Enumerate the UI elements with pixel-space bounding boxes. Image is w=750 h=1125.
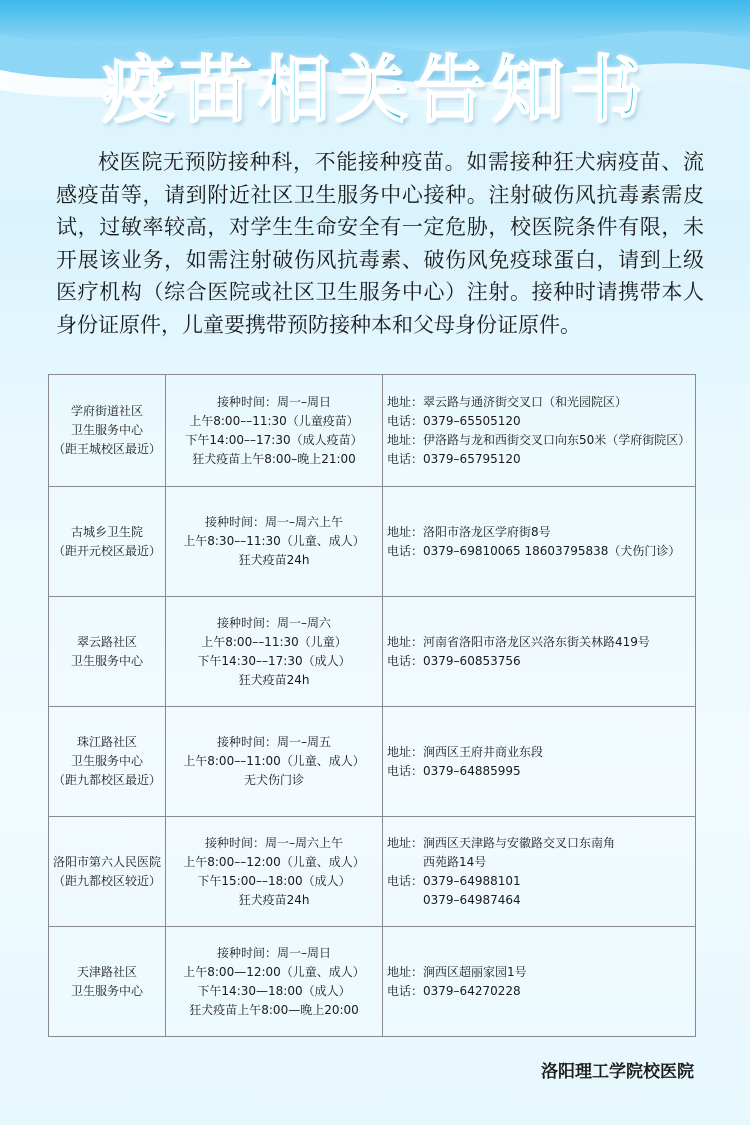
table-row: [49, 707, 696, 817]
hours-line: 上午8:30––11:30（儿童、成人）: [183, 534, 365, 548]
hours-cell: [166, 487, 383, 597]
hours-line: 上午8:00—12:00（儿童、成人）: [183, 964, 365, 979]
hours-line: 下午14:30—18:00（成人）: [197, 983, 351, 998]
phone-line: 电话：0379–69810065 18603795838（犬伤门诊）: [387, 543, 681, 558]
hours-line: 上午8:00––11:30（儿童疫苗）: [189, 413, 359, 428]
clinic-name: 古城乡卫生院: [71, 524, 144, 539]
hours-cell: [166, 597, 383, 707]
hours-line: 上午8:00––12:00（儿童、成人）: [183, 854, 365, 869]
table-row: [49, 597, 696, 707]
hours-line: 狂犬疫苗上午8:00–晚上21:00: [192, 451, 356, 466]
table-row: [49, 927, 696, 1037]
phone-line: 电话：0379–65505120: [387, 413, 521, 428]
clinic-note: （距王城校区最近）: [53, 442, 162, 456]
hours-cell: [166, 707, 383, 817]
clinic-name-cell: [49, 487, 166, 597]
clinic-name: 卫生服务中心: [71, 423, 144, 437]
hours-line: 接种时间：周一–周六上午: [205, 835, 344, 850]
contact-cell: [383, 817, 696, 927]
notice-body: 校医院无预防接种科，不能接种疫苗。如需接种狂犬病疫苗、流感疫苗等，请到附近社区卫生服务中心接种。注射破伤风抗毒素需皮试，过敏率较高，对学生生命安全有一定危胁，校医院条件有限，未开展该业务，如需注射破伤风抗毒素、破伤风免疫球蛋白，请到上级医疗机构（综合医院或社区卫生服务中心）注射。接种时请携带本人身份证原件，儿童要携带预防接种本和父母身份证原件。: [56, 150, 704, 337]
clinic-table: [48, 374, 696, 1037]
clinic-name: 卫生服务中心: [71, 653, 144, 668]
address-line: 地址：洛阳市洛龙区学府街8号: [387, 524, 551, 539]
hours-line: 狂犬疫苗24h: [238, 672, 310, 687]
clinic-name-cell: [49, 817, 166, 927]
hours-cell: [166, 927, 383, 1037]
address-line: 地址：翠云路与通济街交叉口（和光园院区）: [387, 394, 628, 409]
phone-line: 电话：0379–65795120: [387, 451, 521, 466]
clinic-name-cell: [49, 707, 166, 817]
clinic-name-cell: [49, 597, 166, 707]
hours-line: 狂犬疫苗上午8:00—晚上20:00: [189, 1002, 359, 1017]
phone-line: 电话：0379–64988101: [387, 873, 521, 888]
contact-cell: [383, 375, 696, 487]
hours-line: 接种时间：周一–周日: [217, 394, 332, 409]
hours-line: 无犬伤门诊: [244, 773, 305, 787]
hours-line: 下午14:30––17:30（成人）: [197, 653, 351, 668]
phone-line: 电话：0379–64270228: [387, 983, 521, 998]
hours-line: 接种时间：周一–周六: [217, 615, 332, 630]
hours-line: 下午15:00––18:00（成人）: [197, 873, 351, 888]
contact-cell: [383, 927, 696, 1037]
table-row: [49, 817, 696, 927]
address-line: 地址：伊洛路与龙和西街交叉口向东50米（学府街院区）: [387, 432, 691, 447]
hours-line: 接种时间：周一–周日: [217, 945, 332, 960]
address-line: 地址：涧西区王府井商业东段: [387, 744, 544, 759]
contact-cell: [383, 597, 696, 707]
hours-line: 接种时间：周一–周五: [217, 735, 332, 749]
contact-cell: [383, 487, 696, 597]
phone-line-continued: 0379–64987464: [423, 892, 521, 907]
clinic-name: 天津路社区: [77, 964, 138, 979]
address-line: 地址：河南省洛阳市洛龙区兴洛东街关林路419号: [387, 634, 650, 649]
clinic-name: 卫生服务中心: [71, 754, 144, 768]
hours-line: 上午8:00––11:00（儿童、成人）: [183, 754, 365, 768]
clinic-name: 珠江路社区: [77, 735, 138, 749]
phone-line: 电话：0379–60853756: [387, 653, 521, 668]
hours-cell: [166, 375, 383, 487]
hours-line: 狂犬疫苗24h: [238, 553, 310, 567]
page-title: 疫苗相关告知书: [101, 48, 648, 132]
address-line-continued: 西苑路14号: [423, 854, 487, 869]
hours-line: 下午14:00––17:30（成人疫苗）: [185, 432, 363, 447]
hours-line: 接种时间：周一–周六上午: [205, 515, 344, 529]
hours-line: 上午8:00––11:30（儿童）: [201, 634, 347, 649]
issuer-signature: 洛阳理工学院校医院: [541, 1062, 694, 1082]
clinic-note: （距九都校区较近）: [53, 873, 162, 888]
clinic-note: （距开元校区最近）: [53, 543, 162, 558]
phone-line: 电话：0379–64885995: [387, 763, 521, 778]
address-line: 地址：涧西区天津路与安徽路交叉口东南角: [387, 835, 616, 850]
clinic-note: （距九都校区最近）: [53, 773, 162, 787]
table-row: [49, 375, 696, 487]
clinic-name: 洛阳市第六人民医院: [53, 854, 162, 869]
address-line: 地址：涧西区超丽家园1号: [387, 964, 527, 979]
hours-line: 狂犬疫苗24h: [238, 892, 310, 907]
clinic-name: 学府街道社区: [71, 404, 144, 418]
table-row: [49, 487, 696, 597]
clinic-name: 卫生服务中心: [71, 983, 144, 998]
clinic-name: 翠云路社区: [77, 634, 138, 649]
hours-cell: [166, 817, 383, 927]
contact-cell: [383, 707, 696, 817]
clinic-name-cell: [49, 375, 166, 487]
clinic-name-cell: [49, 927, 166, 1037]
